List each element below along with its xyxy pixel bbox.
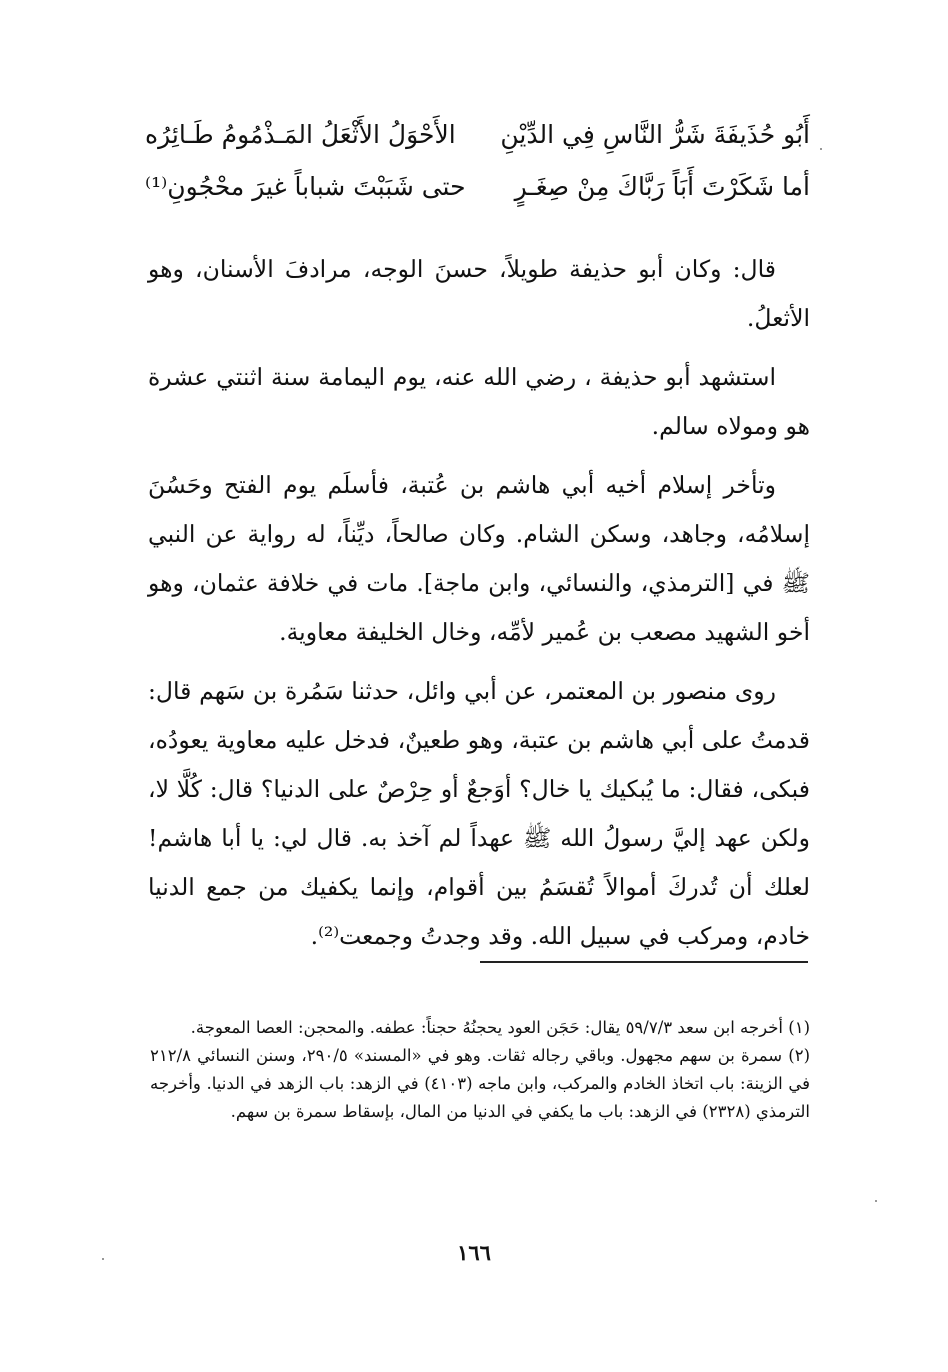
footnote-divider xyxy=(480,961,808,963)
body-text xyxy=(148,245,810,961)
scan-speck xyxy=(875,1200,877,1202)
scan-speck xyxy=(102,1258,104,1260)
paragraph-abu-hudhayfa-description: قال: وكان أبو حذيفة طويلاً، حسنَ الوجه، مرادفَ الأسنان، وهو الأثعلُ. xyxy=(148,255,810,332)
page-number: ١٦٦ xyxy=(457,1240,491,1265)
poem-line-2-first-hemistich: أما شَكَرْتَ أَبَاً رَبَّاكَ مِنْ صِغَـرٍ xyxy=(514,171,810,201)
paragraph-hadith-narration: روى منصور بن المعتمر، عن أبي وائل، حدثنا سَمُرة بن سَهم قال: قدمتُ على أبي هاشم بن عتبة، وهو طعينٌ، فدخل عليه معاوية يعودُه، فبكى، فقال: ما يُبكيك يا خال؟ أوَجعٌ أو حِرْصٌ على الدنيا؟ قال: كُلَّا لا، ولكن عهد إليَّ رسولُ الله ﷺ عهداً لم آخذ به. قال لي: يا أبا هاشم! لعلك أن تُدركَ أموالاً تُقسَمُ بين أقوام، وإنما يكفيك من جمع الدنيا خادم، ومركب في سبيل الله. وقد وجدتُ وجمعت⁽²⁾. xyxy=(148,677,810,950)
poem-line-1 xyxy=(145,108,810,160)
poem-line-1-second-hemistich: الأَحْوَلُ الأَثْعَلُ المَـذْمُومُ طَـائِرُه xyxy=(145,119,456,149)
paragraph-abu-hashim-islam: وتأخر إسلام أخيه أبي هاشم بن عُتبة، فأسلَم يوم الفتح وحَسُنَ إسلامُه، وجاهد، وسكن الشام. وكان صالحاً، ديِّناً، له رواية عن النبي ﷺ في [الترمذي، والنسائي، وابن ماجة]. مات في خلافة عثمان، وهو أخو الشهيد مصعب بن عُمير لأمِّه، وخال الخليفة معاوية. xyxy=(148,471,810,646)
poem-block xyxy=(145,108,810,212)
footnote-1: (١) أخرجه ابن سعد ٥٩/٧/٣ يقال: حَجَن العود يحجنُهُ حجناً: عطفه. والمحجن: العصا المعوجة. xyxy=(190,1018,810,1037)
footnotes xyxy=(150,1014,810,1126)
scan-speck xyxy=(820,148,822,150)
poem-line-2 xyxy=(145,160,810,212)
poem-line-1-first-hemistich: أَبُو حُذَيفَةَ شَرُّ النَّاسِ فِي الدِّيْنِ xyxy=(500,119,810,149)
poem-line-2-second-hemistich: حتى شَبَبْتَ شباباً غيرَ محْجُونِ⁽¹⁾ xyxy=(145,171,466,201)
paragraph-martyrdom: استشهد أبو حذيفة ، رضي الله عنه، يوم اليمامة سنة اثنتي عشرة هو ومولاه سالم. xyxy=(148,363,810,440)
footnote-2: (٢) سمرة بن سهم مجهول. وباقي رجاله ثقات. وهو في «المسند» ٢٩٠/٥، وسنن النسائي ٢١٢/٨ في الزينة: باب اتخاذ الخادم والمركب، وابن ماجه (٤١٠٣) في الزهد: باب الزهد في الدنيا. وأخرجه الترمذي (٢٣٢٨) في الزهد: باب ما يكفي في الدنيا من المال، بإسقاط سمرة بن سهم. xyxy=(150,1046,811,1121)
